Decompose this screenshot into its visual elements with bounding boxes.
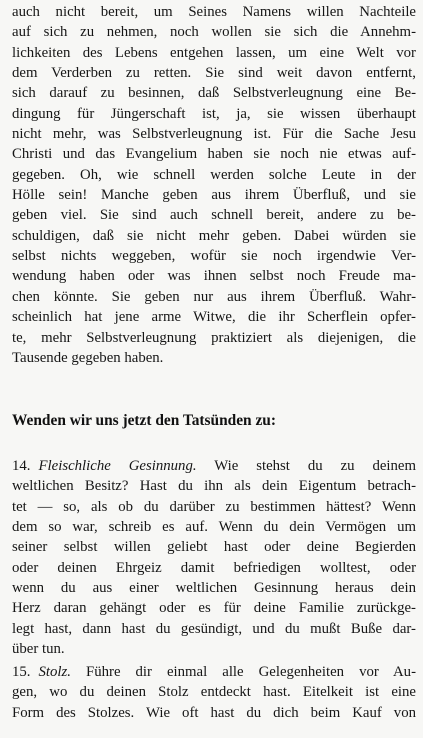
text-span: Wie stehst du zu deinem [214,458,416,474]
item-title: Stolz. [38,664,71,680]
text-line: gegeben. Oh, wie schnell werden solche Leute in der [12,166,416,183]
text-line: dem so war, schreib es auf. Wenn du dein Vermögen um [12,519,416,536]
text-line: gen, wo du deinen Stolz entdeckt hast. Eitelkeit ist eine [12,684,416,701]
text-line: Tausende gegeben haben. [12,349,164,366]
text-line: dingung für Jüngerschaft ist, ja, sie wissen überhaupt [12,105,416,122]
text-line: schuldigen, daß sie nicht mehr geben. Dabei würden sie [12,227,416,244]
text-line: über tun. [12,641,65,658]
text-line: nicht mehr, was Selbstverleugnung ist. Für die Sache Jesu [12,126,416,143]
text-line: Hölle sein! Manche geben aus ihrem Überfluß, und sie [12,187,416,204]
text-line: sich darauf zu besinnen, daß Selbstverleugnung eine Be- [12,85,416,102]
item-number: 14. [12,458,31,474]
text-line: oder deinen Ehrgeiz damit befriedigen wolltest, oder [12,559,416,576]
text-line: scheinlich hat jene arme Witwe, die ihr Scherflein opfer- [12,309,416,326]
text-line: weltlichen Besitz? Hast du ihn als dein Eigentum betrach- [12,478,416,495]
text-line: Form des Stolzes. Wie oft hast du dich beim Kauf von [12,704,416,721]
item-number: 15. [12,664,31,680]
text-line: auf sich zu nehmen, noch wollen sie sich die Annehm- [12,24,416,41]
text-span: Führe dir einmal alle Gelegenheiten vor Au- [86,664,416,680]
text-line: geben viel. Sie sind auch schnell bereit, andere zu be- [12,207,416,224]
text-line: tet — so, als ob du darüber zu bestimmen hättest? Wenn [12,498,416,515]
text-line: wendung haben oder was ihnen selbst noch Freude ma- [12,268,416,285]
section-heading: Wenden wir uns jetzt den Tatsünden zu: [12,412,276,429]
paragraph-15 [12,662,416,723]
item-title: Fleischliche Gesinnung. [38,458,197,474]
text-line: Christi und das Evangelium haben sie noch nie etwas auf- [12,146,416,163]
text-line: auch nicht bereit, um Seines Namens willen Nachteile [12,4,416,20]
text-line: lichkeiten des Lebens entgehen lassen, um eine Welt vor [12,44,416,61]
text-line: Herz daran gehängt oder es für deine Familie zurückge- [12,600,416,617]
text-line: dem Verderben zu retten. Sie sind weit davon entfernt, [12,65,416,82]
text-line: chen könnte. Sie geben nur aus ihrem Überfluß. Wahr- [12,288,416,305]
text-line [12,662,416,682]
text-line: te, mehr Selbstverleugnung praktiziert als diejenigen, die [12,329,416,346]
paragraph-14 [12,456,416,659]
text-line [12,456,416,476]
text-line: legt hast, dann hast du gesündigt, und du mußt Buße dar- [12,620,416,637]
text-line: selbst nichts weggeben, wofür sie noch irgendwie Ver- [12,248,416,265]
text-line: wenn du aus einer weltlichen Gesinnung heraus dein [12,580,416,597]
paragraph-self-denial [12,2,416,368]
text-line: seiner selbst willen geliebt hast oder deine Begierden [12,539,416,556]
